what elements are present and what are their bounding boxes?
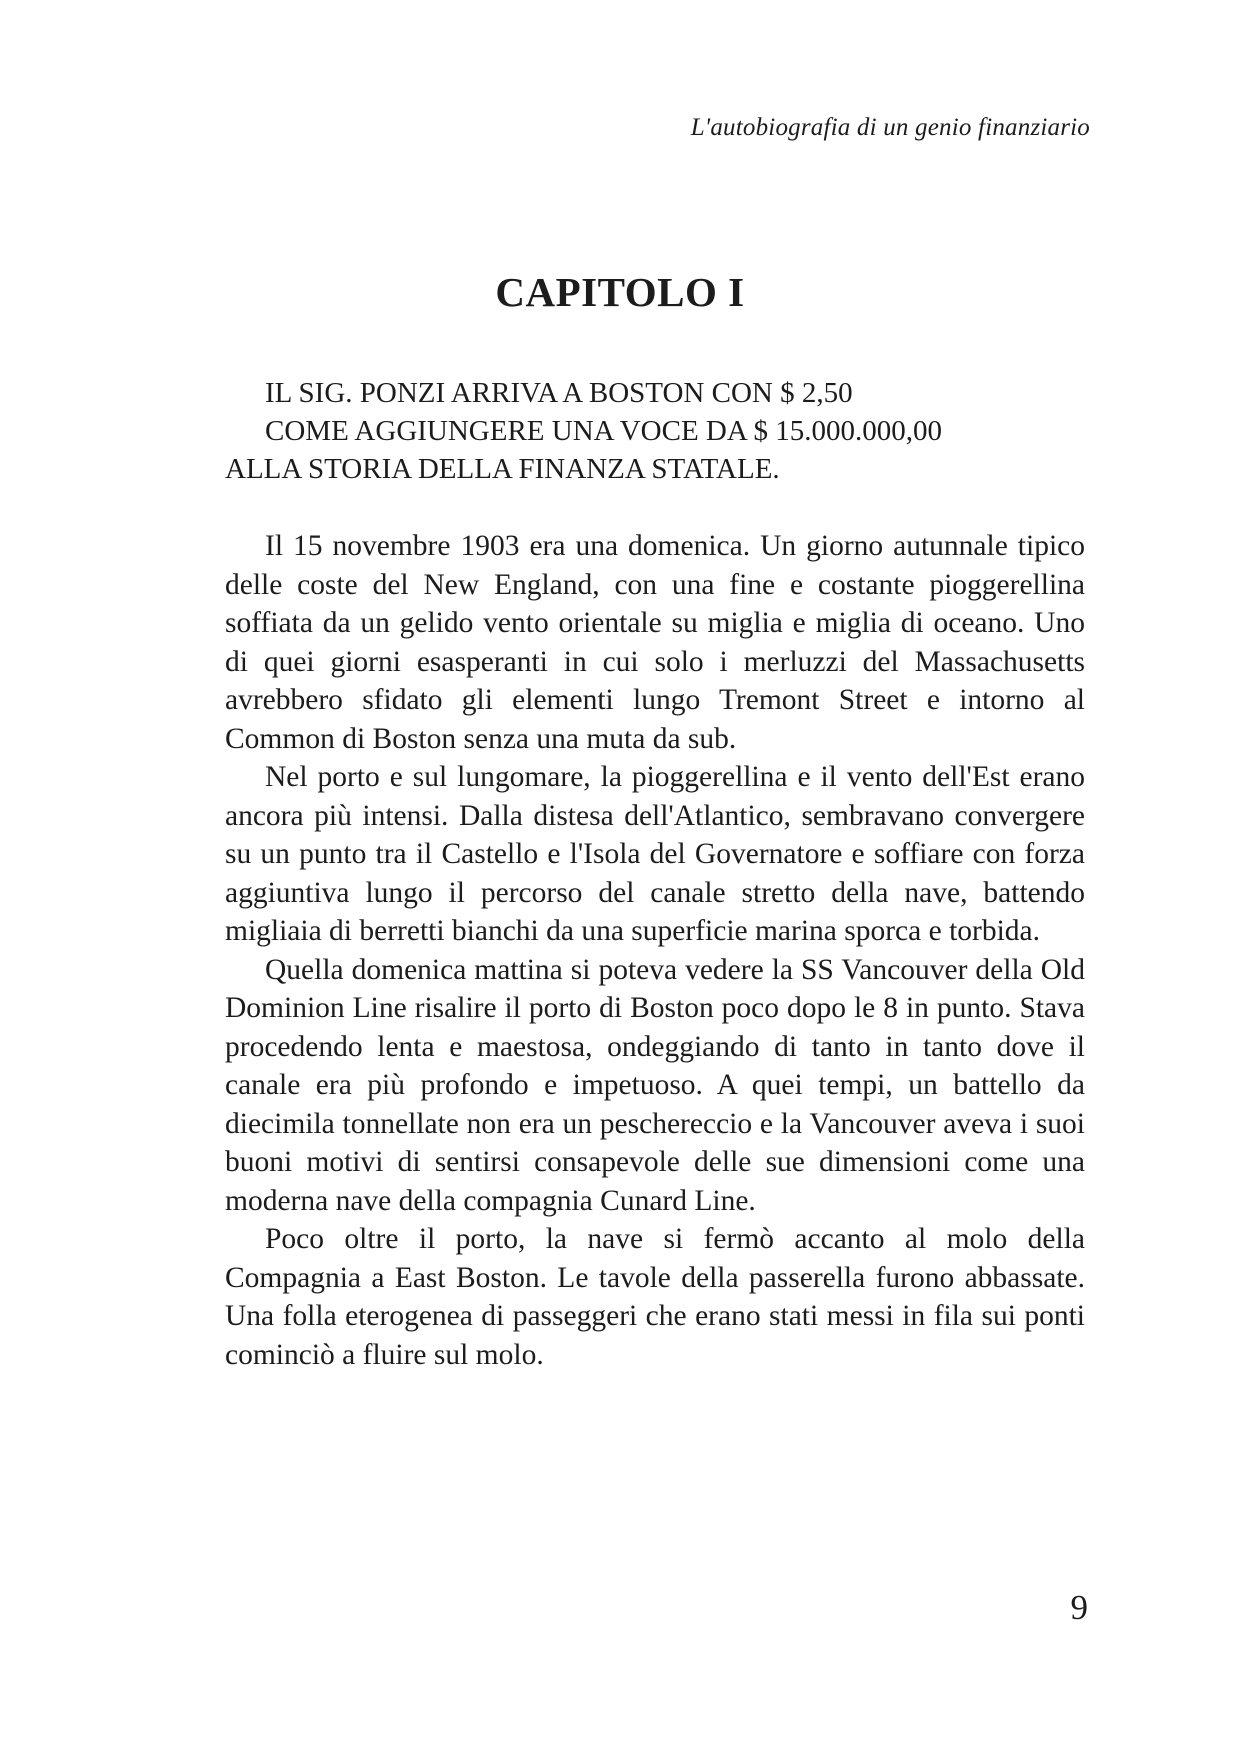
chapter-subtitle [225,374,1085,488]
paragraph: Nel porto e sul lungomare, la pioggerellina e il vento dell'Est erano ancora più intensi. Dalla distesa dell'Atlantico, sembravano convergere su un punto tra il Castello e l'Isola del Governatore e soffiare con forza aggiuntiva lungo il percorso del canale stretto della nave, battendo migliaia di berretti bianchi da una superficie marina sporca e torbida. [225,761,1085,947]
subtitle-line: IL SIG. PONZI ARRIVA A BOSTON CON $ 2,50 [265,377,853,409]
subtitle-line: COME AGGIUNGERE UNA VOCE DA $ 15.000.000,00 [265,415,942,447]
paragraph: Il 15 novembre 1903 era una domenica. Un giorno autunnale tipico delle coste del New England, con una fine e costante pioggerellina soffiata da un gelido vento orientale su miglia e miglia di oceano. Uno di quei giorni esasperanti in cui solo i merluzzi del Massachusetts avrebbero sfidato gli elementi lungo Tremont Street e intorno al Common di Boston senza una muta da sub. [225,530,1085,755]
paragraph: Quella domenica mattina si poteva vedere la SS Vancouver della Old Dominion Line risalire il porto di Boston poco dopo le 8 in punto. Stava procedendo lenta e maestosa, ondeggiando di tanto in tanto dove il canale era più profondo e impetuoso. A quei tempi, un battello da diecimila tonnellate non era un peschereccio e la Vancouver aveva i suoi buoni motivi di sentirsi consapevole delle sue dimensioni come una moderna nave della compagnia Cunard Line. [225,953,1085,1217]
subtitle-line: ALLA STORIA DELLA FINANZA STATALE. [225,453,780,485]
chapter-title: CAPITOLO I [495,269,745,315]
body-text [225,527,1085,1374]
paragraph: Poco oltre il porto, la nave si fermò accanto al molo della Compagnia a East Boston. Le tavole della passerella furono abbassate. Una folla eterogenea di passeggeri che erano stati messi in fila sui ponti cominciò a fluire sul molo. [225,1223,1085,1371]
page-number: 9 [1070,1588,1088,1627]
running-header: L'autobiografia di un genio finanziario [690,114,1090,141]
